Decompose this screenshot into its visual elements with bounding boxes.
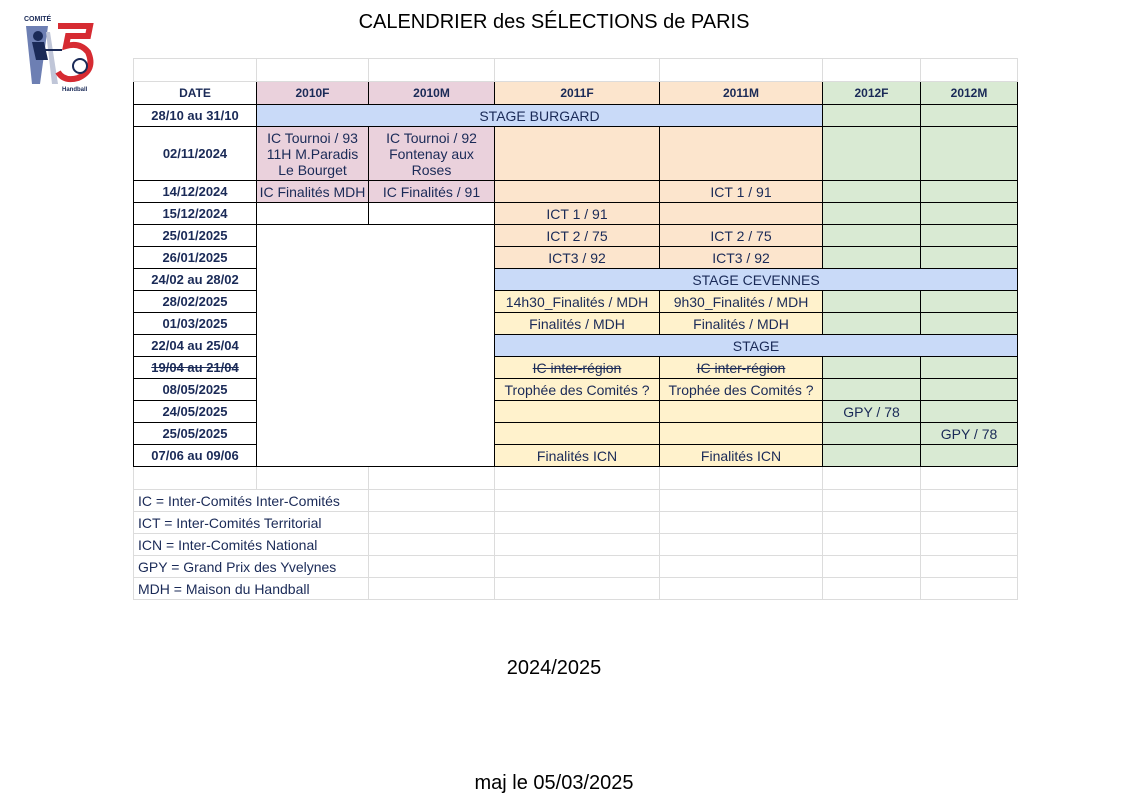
cell-2011f: ICT 2 / 75 [495,225,660,247]
cell [921,181,1018,203]
col-header-2010m: 2010M [369,82,495,105]
legend-row [134,490,1018,512]
table-row [134,127,1018,181]
legend-item: GPY = Grand Prix des Yvelynes [134,556,369,578]
cell [921,247,1018,269]
legend-row [134,556,1018,578]
legend-item: IC = Inter-Comités Inter-Comités [134,490,369,512]
cell-2011m: Finalités ICN [660,445,823,467]
legend-row [134,512,1018,534]
cell [660,423,823,445]
date-cell: 24/05/2025 [134,401,257,423]
table-row [134,59,1018,82]
table-row [134,467,1018,490]
legend-row [134,578,1018,600]
col-header-2011m: 2011M [660,82,823,105]
date-cell: 08/05/2025 [134,379,257,401]
page-title: CALENDRIER des SÉLECTIONS de PARIS [358,11,750,33]
table-row [134,105,1018,127]
cell [823,291,921,313]
date-cell: 07/06 au 09/06 [134,445,257,467]
cell [823,225,921,247]
cell [495,181,660,203]
cell [495,401,660,423]
table-row [134,225,1018,247]
cell [823,105,921,127]
col-header-2012f: 2012F [823,82,921,105]
event-cell: STAGE [495,335,1018,357]
svg-text:Handball: Handball [62,87,88,93]
cell [921,357,1018,379]
cell [660,127,823,181]
cell-2011f: 14h30_Finalités / MDH [495,291,660,313]
date-cell: 28/10 au 31/10 [134,105,257,127]
cell-2012f: GPY / 78 [823,401,921,423]
cell [921,105,1018,127]
date-cell: 24/02 au 28/02 [134,269,257,291]
col-header-date: DATE [134,82,257,105]
date-cell: 19/04 au 21/04 [134,357,257,379]
col-header-2012m: 2012M [921,82,1018,105]
legend-row [134,534,1018,556]
date-cell: 25/01/2025 [134,225,257,247]
cell [823,247,921,269]
svg-text:COMITÉ: COMITÉ [24,16,52,23]
legend-item: ICT = Inter-Comités Territorial [134,512,369,534]
cell-2011m: ICT 2 / 75 [660,225,823,247]
date-cell: 15/12/2024 [134,203,257,225]
cell [921,445,1018,467]
cell [823,203,921,225]
date-cell: 25/05/2025 [134,423,257,445]
table-row [134,181,1018,203]
cell [823,181,921,203]
cell [823,313,921,335]
date-cell: 14/12/2024 [134,181,257,203]
cell [495,127,660,181]
cell [921,313,1018,335]
cell-2011m: Trophée des Comités ? [660,379,823,401]
date-cell: 22/04 au 25/04 [134,335,257,357]
cell-2010f: IC Finalités MDH [257,181,369,203]
cell [257,203,369,225]
updated-date: maj le 05/03/2025 [474,772,634,794]
cell-2011m: ICT 1 / 91 [660,181,823,203]
cell [921,291,1018,313]
event-cell: STAGE CEVENNES [495,269,1018,291]
legend-item: ICN = Inter-Comités National [134,534,369,556]
date-cell: 28/02/2025 [134,291,257,313]
cell-2011m: IC inter-région [660,357,823,379]
event-cell: STAGE BURGARD [257,105,823,127]
cell [823,379,921,401]
cell [823,357,921,379]
cell-2011f: Finalités ICN [495,445,660,467]
cell-2011f: ICT 1 / 91 [495,203,660,225]
cell [921,225,1018,247]
col-header-2011f: 2011F [495,82,660,105]
cell [921,203,1018,225]
date-cell: 26/01/2025 [134,247,257,269]
cell [823,127,921,181]
col-header-2010f: 2010F [257,82,369,105]
season-label: 2024/2025 [506,657,602,679]
date-cell: 02/11/2024 [134,127,257,181]
cell [823,423,921,445]
cell-2010m: IC Finalités / 91 [369,181,495,203]
cell-2011f: Trophée des Comités ? [495,379,660,401]
calendar-table [133,58,1018,600]
cell [660,401,823,423]
cell [921,379,1018,401]
table-row [134,203,1018,225]
table-header-row [134,82,1018,105]
legend-item: MDH = Maison du Handball [134,578,369,600]
cell [369,203,495,225]
date-cell: 01/03/2025 [134,313,257,335]
cell [921,127,1018,181]
cell-2011m: 9h30_Finalités / MDH [660,291,823,313]
cell [823,445,921,467]
cell-2011f: IC inter-région [495,357,660,379]
cell [921,401,1018,423]
cell-2011m: Finalités / MDH [660,313,823,335]
cell-2011f: ICT3 / 92 [495,247,660,269]
cell-2010f: IC Tournoi / 93 11H M.Paradis Le Bourget [257,127,369,181]
cell-2011f: Finalités / MDH [495,313,660,335]
cell-2012m: GPY / 78 [921,423,1018,445]
cell-2011m: ICT3 / 92 [660,247,823,269]
cell-2010m: IC Tournoi / 92 Fontenay aux Roses [369,127,495,181]
cell [495,423,660,445]
empty-merged-block [257,225,495,467]
cell [660,203,823,225]
